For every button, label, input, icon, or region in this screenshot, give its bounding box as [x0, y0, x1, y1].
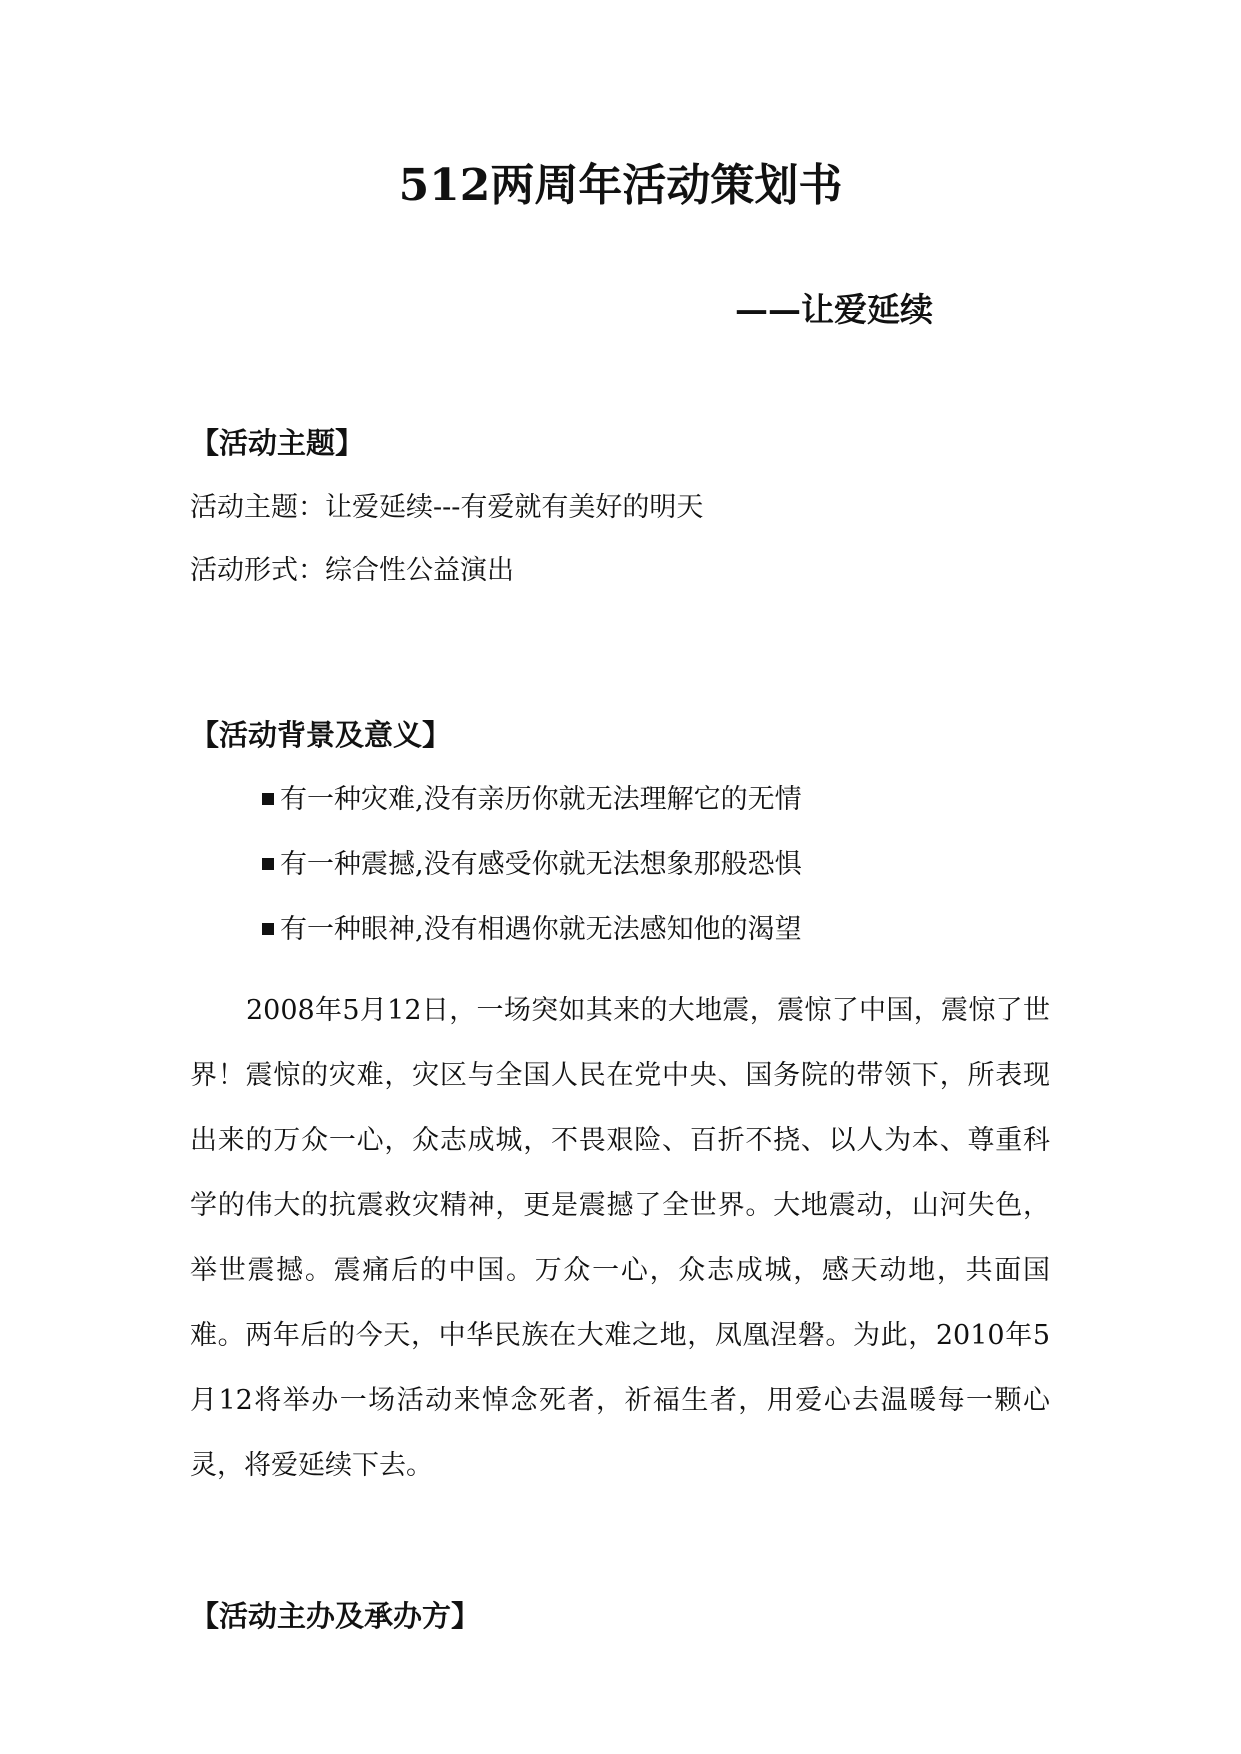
background-paragraph: 2008年5月12日，一场突如其来的大地震，震惊了中国，震惊了世界！震惊的灾难，灾区与全国人民在党中央、国务院的带领下，所表现出来的万众一心，众志成城，不畏艰险、百折不挠、以人为本、尊重科学的伟大的抗震救灾精神，更是震撼了全世界。大地震动，山河失色，举世震撼。震痛后的中国。万众一心，众志成城，感天动地，共面国难。两年后的今天，中华民族在大难之地，凤凰涅磐。为此，2010年5月12将举办一场活动来悼念死者，祈福生者，用爱心去温暖每一颗心灵，将爱延续下去。 — [190, 995, 1050, 1481]
document-subtitle: ——让爱延续 — [735, 290, 933, 329]
bullet-item — [262, 847, 802, 883]
square-bullet-icon — [262, 923, 274, 935]
square-bullet-icon — [262, 793, 274, 805]
theme-line: 活动主题：让爱延续---有爱就有美好的明天 — [190, 492, 704, 523]
section-heading-background: 【活动背景及意义】 — [190, 718, 452, 752]
bullet-item — [262, 782, 802, 818]
bullet-item — [262, 912, 802, 948]
bullet-text: 有一种灾难,没有亲历你就无法理解它的无情 — [280, 784, 802, 815]
bullet-text: 有一种眼神,没有相遇你就无法感知他的渴望 — [280, 914, 802, 945]
bullet-text: 有一种震撼,没有感受你就无法想象那般恐惧 — [280, 849, 802, 880]
document-title: 512两周年活动策划书 — [398, 160, 843, 211]
format-line: 活动形式：综合性公益演出 — [190, 555, 514, 586]
section-heading-organizers: 【活动主办及承办方】 — [190, 1599, 481, 1633]
section-heading-theme: 【活动主题】 — [190, 426, 365, 460]
square-bullet-icon — [262, 858, 274, 870]
